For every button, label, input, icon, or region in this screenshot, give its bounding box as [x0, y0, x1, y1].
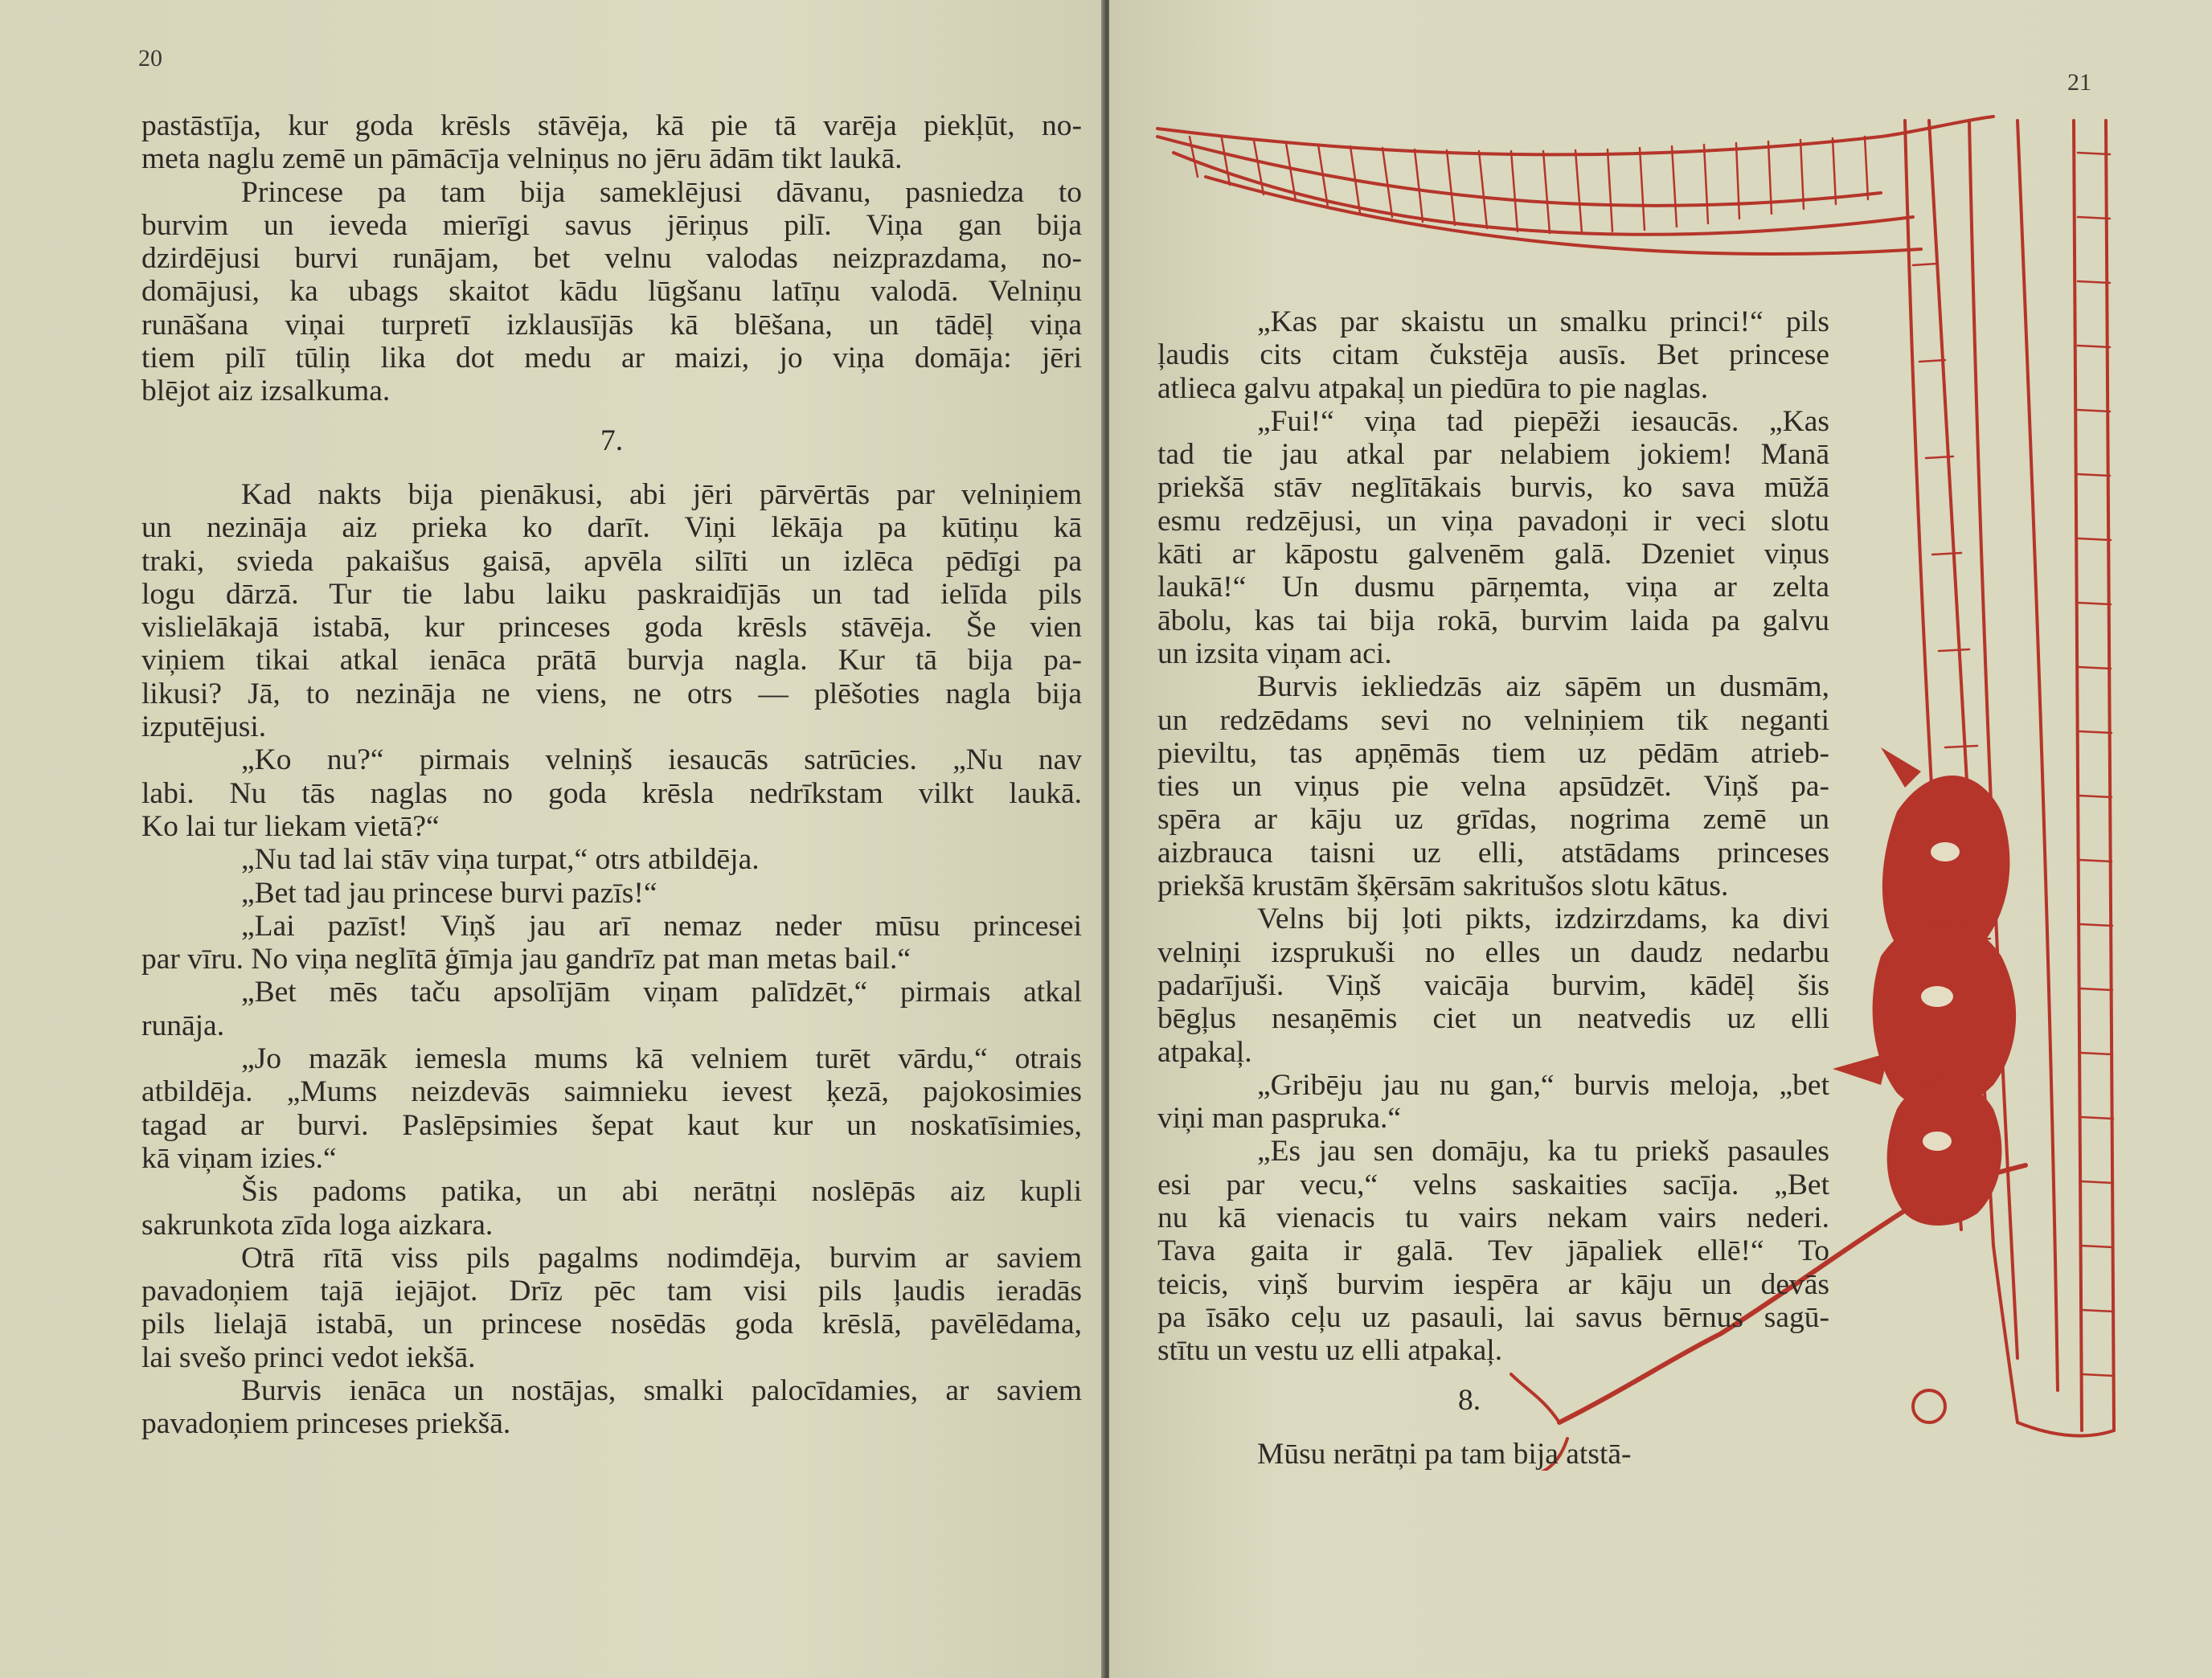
text-line: „Gribēju jau nu gan,“ burvis meloja, „bet	[1257, 1068, 1829, 1102]
text-line: atlieca galvu atpakaļ un piedūra to pie naglas.	[1157, 371, 1709, 405]
chapter-number: 8.	[1457, 1383, 1481, 1417]
text-line: ļaudis cits citam čukstēja ausīs. Bet princese	[1157, 338, 1829, 372]
text-line: viņiem tikai atkal ienāca prātā burvja nagla. Kur tā bija pa-	[141, 644, 1082, 677]
text-line: un redzēdams sevi no velniņiem tik neganti	[1157, 703, 1829, 737]
left-page-text	[141, 109, 1082, 1441]
paragraph	[1157, 902, 1829, 1068]
text-line: „Ko nu?“ pirmais velniņš iesaucās satrūcies. „Nu nav	[241, 743, 1082, 777]
text-line: lai svešo princi vedot iekšā.	[141, 1340, 476, 1374]
paragraph	[1157, 670, 1829, 902]
text-line: runāšana viņai turpretī izklausījās kā blēšana, un tādēļ viņa	[141, 308, 1082, 342]
text-line: logu dārzā. Tur tie labu laiku paskraidījās un tad ielīda pils	[141, 577, 1082, 611]
paragraph	[141, 1374, 1082, 1441]
text-line: kāti ar kāpostu galvenēm galā. Dzeniet viņus	[1157, 538, 1829, 571]
text-line: Burvis ienāca un nostājas, smalki palocīdamies, ar saviem	[241, 1373, 1082, 1407]
text-line: pastāstīja, kur goda krēsls stāvēja, kā pie tā varēja piekļūt, no-	[141, 109, 1082, 142]
text-line: ties un viņus pie velna apsūdzēt. Viņš pa-	[1157, 770, 1829, 804]
text-line: atpakaļ.	[1157, 1035, 1252, 1069]
text-line: „Jo mazāk iemesla mums kā velniem turēt vārdu,“ otrais	[241, 1042, 1082, 1076]
text-line: vislielākajā istabā, kur princeses goda krēsls stāvēja. Še vien	[141, 611, 1082, 645]
text-line: tiem pilī tūliņ lika dot medu ar maizi, jo viņa domāja: jēri	[141, 342, 1082, 375]
text-line: pieviltu, tas apņēmās tiem uz pēdām atrieb-	[1157, 736, 1829, 770]
text-line: Tava gaita ir galā. Tev jāpaliek ellē!“ To	[1157, 1234, 1829, 1268]
text-line: Ko lai tur liekam vietā?“	[141, 809, 440, 843]
paragraph	[141, 743, 1082, 843]
text-line: domājusi, ka ubags skaitot kādu lūgšanu latīņu valodā. Velniņu	[141, 275, 1082, 309]
chapter-number: 7.	[600, 424, 624, 457]
text-line: nu kā vienacis tu vairs nekam vairs nederi.	[1157, 1201, 1829, 1235]
text-line: Mūsu nerātņi pa tam bija atstā-	[1257, 1437, 1632, 1471]
paragraph	[141, 976, 1082, 1042]
text-line: velniņi izsprukuši no elles un daudz nedarbu	[1157, 935, 1829, 969]
paragraph	[1157, 305, 1829, 405]
paragraph	[141, 843, 1082, 876]
text-line: laukā!“ Un dusmu pārņemta, viņa ar zelta	[1157, 571, 1829, 604]
text-line: likusi? Jā, to nezināja ne viens, ne otrs — plēšoties nagla bija	[141, 677, 1082, 710]
text-line: „Bet tad jau princese burvi pazīs!“	[241, 876, 657, 910]
paragraph	[1157, 1069, 1829, 1136]
text-line: labi. Nu tās naglas no goda krēsla nedrīkstam vilkt laukā.	[141, 776, 1082, 810]
paragraph	[141, 478, 1082, 743]
paragraph	[1157, 405, 1829, 670]
text-line: burvim un ieveda mierīgi savus jēriņus pilī. Viņa gan bija	[141, 208, 1082, 242]
paragraph	[141, 1242, 1082, 1374]
text-line: teicis, viņš burvim iespēra ar kāju un devās	[1157, 1267, 1829, 1301]
text-line: Kad nakts bija pienākusi, abi jēri pārvērtās par velniņiem	[241, 477, 1082, 511]
text-line: tagad ar burvi. Paslēpsimies šepat kaut kur un noskatīsimies,	[141, 1108, 1082, 1142]
text-line: un nezināja aiz prieka ko darīt. Viņi lēkāja pa kūtiņu kā	[141, 511, 1082, 545]
text-line: „Bet mēs taču apsolījām viņam palīdzēt,“ pirmais atkal	[241, 976, 1082, 1009]
paragraph	[141, 877, 1082, 910]
paragraph	[1157, 1438, 1829, 1471]
paragraph	[141, 176, 1082, 408]
text-line: „Es jau sen domāju, ka tu priekš pasaules	[1257, 1135, 1829, 1168]
paragraph	[141, 109, 1082, 176]
text-line: traki, svieda pakaišus gaisā, apvēla silīti un izlēca pēdīgi pa	[141, 544, 1082, 578]
text-line: un izsita viņam aci.	[1157, 636, 1392, 670]
text-line: pils lielajā istabā, un princese nosēdās goda krēslā, pavēlēdama,	[141, 1308, 1082, 1341]
text-line: esmu redzējusi, un viņa pavadoņi ir veci slotu	[1157, 504, 1829, 538]
text-line: viņi man paspruka.“	[1157, 1102, 1402, 1136]
text-line: „Lai pazīst! Viņš jau arī nemaz neder mūsu princesei	[241, 909, 1082, 943]
right-page-text	[1157, 305, 1829, 1471]
page-number-left: 20	[138, 45, 162, 72]
text-line: atbildēja. „Mums neizdevās saimnieku ievest ķezā, pajokosimies	[141, 1075, 1082, 1109]
text-line: priekšā krustām šķērsām sakritušos slotu kātus.	[1157, 870, 1729, 903]
text-line: stītu un vestu uz elli atpakaļ.	[1157, 1334, 1503, 1368]
text-line: runāja.	[141, 1009, 225, 1042]
text-line: Otrā rītā viss pils pagalms nodimdēja, burvim ar saviem	[241, 1241, 1082, 1275]
text-line: spēra ar kāju uz grīdas, nogrima zemē un	[1157, 803, 1829, 837]
text-line: aizbrauca taisni uz elli, atstādams princeses	[1157, 836, 1829, 870]
text-line: blējot aiz izsalkuma.	[141, 374, 391, 408]
text-line: pa īsāko ceļu uz pasauli, lai savus bērnus sagū-	[1157, 1300, 1829, 1334]
text-line: „Kas par skaistu un smalku princi!“ pils	[1257, 305, 1829, 338]
text-line: Princese pa tam bija sameklējusi dāvanu, pasniedza to	[241, 175, 1082, 209]
paragraph	[141, 1042, 1082, 1175]
text-line: „Fui!“ viņa tad piepēži iesaucās. „Kas	[1257, 404, 1829, 438]
text-line: izputējusi.	[141, 710, 267, 744]
text-line: padarījuši. Viņš vaicāja burvim, kādēļ šis	[1157, 968, 1829, 1002]
text-line: pavadoņiem tajā iejājot. Drīz pēc tam visi pils ļaudis ieradās	[141, 1275, 1082, 1308]
text-line: kā viņam izies.“	[141, 1141, 337, 1175]
text-line: Šis padoms patika, un abi nerātņi noslēpās aiz kupli	[241, 1175, 1082, 1209]
text-line: esi par vecu,“ velns saskaities sacīja. „Bet	[1157, 1168, 1829, 1201]
paragraph	[141, 910, 1082, 976]
text-line: ābolu, kas tai bija rokā, burvim laida pa galvu	[1157, 604, 1829, 637]
text-line: priekšā stāv neglītākais burvis, ko sava mūžā	[1157, 471, 1829, 505]
text-line: Velns bij ļoti pikts, izdzirzdams, ka divi	[1257, 902, 1829, 936]
text-line: par vīru. No viņa neglītā ģīmja jau gandrīz pat man metas bail.“	[141, 943, 911, 976]
text-line: sakrunkota zīda loga aizkara.	[141, 1208, 494, 1242]
paragraph	[1157, 1135, 1829, 1367]
text-line: pavadoņiem princeses priekšā.	[141, 1407, 511, 1441]
text-line: „Nu tad lai stāv viņa turpat,“ otrs atbildēja.	[241, 843, 760, 877]
text-line: meta naglu zemē un pāmācīja velniņus no jēru ādām tikt laukā.	[141, 142, 903, 176]
text-line: tad tie jau atkal par nelabiem jokiem! Manā	[1157, 438, 1829, 472]
paragraph	[141, 1175, 1082, 1242]
text-line: bēgļus nesaņēmis ciet un neatvedis uz elli	[1157, 1002, 1829, 1036]
text-line: Burvis iekliedzās aiz sāpēm un dusmām,	[1257, 670, 1829, 704]
page-number-right: 21	[2067, 69, 2091, 96]
text-line: dzirdējusi burvi runājam, bet velnu valodas neizprazdama, no-	[141, 242, 1082, 276]
